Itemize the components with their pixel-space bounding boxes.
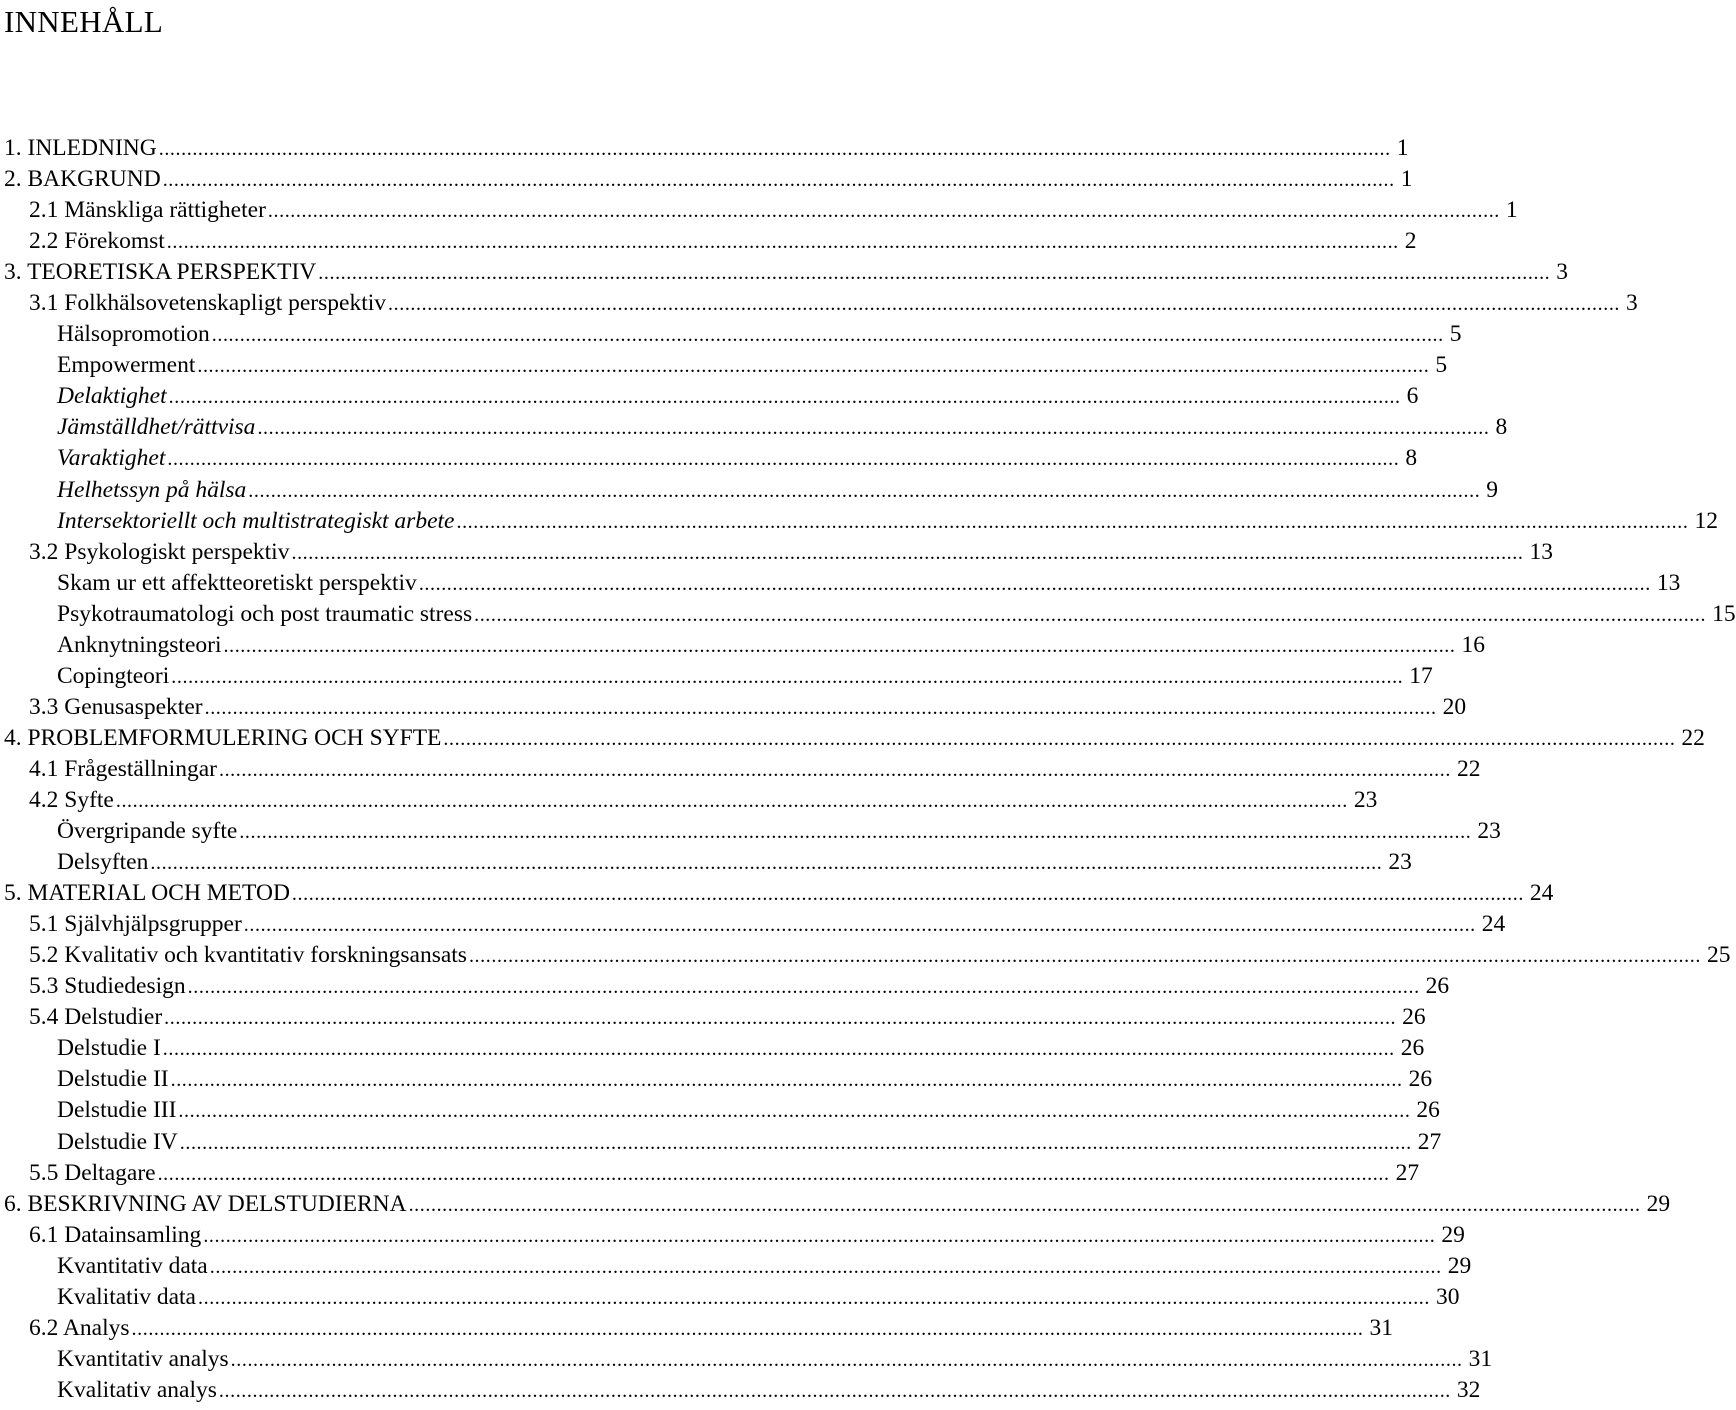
toc-entry[interactable] bbox=[29, 940, 1731, 972]
toc-page-number: 31 bbox=[1369, 1314, 1394, 1341]
toc-entry-label: Skam ur ett affektteoretiskt perspektiv bbox=[57, 569, 417, 596]
toc-entry[interactable] bbox=[29, 1002, 1426, 1034]
toc-page-number: 8 bbox=[1405, 445, 1418, 472]
dot-leader: ............................................................................................................................................................................................................................ bbox=[408, 1193, 1641, 1216]
toc-page-number: 26 bbox=[1400, 1035, 1425, 1062]
toc-entry[interactable] bbox=[29, 288, 1638, 320]
toc-page-number: 1 bbox=[1505, 197, 1518, 224]
toc-entry[interactable] bbox=[57, 381, 1419, 413]
toc-entry-label: 5.5 Deltagare bbox=[29, 1159, 156, 1186]
toc-page-number: 27 bbox=[1395, 1159, 1420, 1186]
toc-entry[interactable] bbox=[4, 133, 1409, 165]
toc-row bbox=[0, 226, 1417, 257]
toc-entry[interactable] bbox=[57, 1033, 1425, 1065]
toc-entry[interactable] bbox=[29, 226, 1417, 258]
toc-entry-label: Kvalitativ analys bbox=[57, 1376, 217, 1403]
dot-leader: ............................................................................................................................................................................................................................ bbox=[230, 1348, 1463, 1371]
dot-leader: ............................................................................................................................................................................................................................ bbox=[456, 510, 1689, 533]
toc-entry-label: Delstudie I bbox=[57, 1035, 161, 1062]
toc-entry[interactable] bbox=[29, 785, 1378, 817]
toc-page-number: 13 bbox=[1656, 569, 1681, 596]
toc-page-number: 22 bbox=[1456, 755, 1481, 782]
dot-leader: ............................................................................................................................................................................................................................ bbox=[157, 1162, 1390, 1185]
toc-entry[interactable] bbox=[57, 443, 1418, 475]
toc-row bbox=[0, 630, 1485, 661]
dot-leader: ............................................................................................................................................................................................................................ bbox=[443, 727, 1676, 750]
dot-leader: ............................................................................................................................................................................................................................ bbox=[204, 696, 1437, 719]
dot-leader: ............................................................................................................................................................................................................................ bbox=[223, 634, 1456, 657]
toc-page-number: 5 bbox=[1449, 321, 1462, 348]
toc-page-number: 24 bbox=[1529, 880, 1554, 907]
toc-entry-label: Kvalitativ data bbox=[57, 1283, 196, 1310]
toc-page-number: 1 bbox=[1400, 166, 1413, 193]
toc-row bbox=[0, 692, 1467, 723]
toc-row bbox=[0, 1002, 1426, 1033]
toc-entry-label: 5.3 Studiedesign bbox=[29, 973, 186, 1000]
toc-entry-label: 5. MATERIAL OCH METOD bbox=[4, 880, 290, 907]
dot-leader: ............................................................................................................................................................................................................................ bbox=[474, 603, 1707, 626]
toc-page-number: 32 bbox=[1456, 1376, 1481, 1403]
toc-entry[interactable] bbox=[57, 319, 1462, 351]
toc-entry-label: 5.1 Självhjälpsgrupper bbox=[29, 911, 242, 938]
toc-entry-label: Övergripande syfte bbox=[57, 818, 238, 845]
toc-entry-label: 5.4 Delstudier bbox=[29, 1004, 163, 1031]
toc-entry-label: Anknytningsteori bbox=[57, 631, 222, 658]
toc-page-number: 17 bbox=[1409, 662, 1433, 689]
toc-entry[interactable] bbox=[4, 257, 1569, 289]
toc-entry[interactable] bbox=[57, 661, 1433, 693]
toc-page-number: 26 bbox=[1416, 1097, 1440, 1124]
toc-page-number: 3 bbox=[1626, 290, 1638, 317]
toc-row bbox=[0, 785, 1378, 816]
toc-entry[interactable] bbox=[57, 1251, 1472, 1283]
dot-leader: ............................................................................................................................................................................................................................ bbox=[171, 665, 1404, 688]
toc-entry[interactable] bbox=[57, 506, 1718, 538]
toc-entry[interactable] bbox=[57, 630, 1485, 662]
dot-leader: ............................................................................................................................................................................................................................ bbox=[418, 572, 1651, 595]
toc-entry-label: 3.1 Folkhälsovetenskapligt perspektiv bbox=[29, 290, 387, 317]
toc-row bbox=[0, 847, 1412, 878]
toc-entry-label: 1. INLEDNING bbox=[4, 135, 157, 161]
toc-page-number: 29 bbox=[1447, 1252, 1472, 1279]
toc-entry[interactable] bbox=[4, 1189, 1671, 1221]
toc-entry[interactable] bbox=[57, 568, 1681, 600]
toc-entry-label: 3.2 Psykologiskt perspektiv bbox=[29, 538, 290, 565]
dot-leader: ............................................................................................................................................................................................................................ bbox=[167, 448, 1400, 471]
toc-entry[interactable] bbox=[4, 723, 1705, 755]
dot-leader: ............................................................................................................................................................................................................................ bbox=[203, 1224, 1436, 1247]
toc-entry-label: Kvantitativ data bbox=[57, 1252, 208, 1279]
dot-leader: ............................................................................................................................................................................................................................ bbox=[115, 789, 1348, 812]
toc-page-number: 31 bbox=[1468, 1345, 1493, 1372]
toc-entry-label: Varaktighet bbox=[57, 445, 166, 472]
toc-page-number: 5 bbox=[1435, 352, 1448, 379]
toc-page-number: 3 bbox=[1556, 259, 1569, 286]
toc-row bbox=[0, 661, 1433, 692]
toc-entry-label: Delaktighet bbox=[57, 383, 167, 410]
dot-leader: ............................................................................................................................................................................................................................ bbox=[318, 262, 1551, 285]
toc-row bbox=[0, 878, 1554, 909]
toc-row bbox=[0, 816, 1501, 847]
toc-page-number: 26 bbox=[1425, 973, 1450, 1000]
toc-list bbox=[0, 133, 1736, 1406]
dot-leader: ............................................................................................................................................................................................................................ bbox=[170, 1069, 1403, 1092]
toc-row bbox=[0, 537, 1553, 568]
dot-leader: ............................................................................................................................................................................................................................ bbox=[218, 1379, 1451, 1402]
toc-entry[interactable] bbox=[29, 971, 1450, 1003]
toc-row bbox=[0, 723, 1705, 754]
toc-page-number: 20 bbox=[1442, 693, 1467, 720]
toc-entry[interactable] bbox=[57, 475, 1499, 507]
toc-page-number: 26 bbox=[1408, 1066, 1433, 1093]
toc-entry-label: 5.2 Kvalitativ och kvantitativ forskningsansats bbox=[29, 942, 467, 969]
toc-page-number: 13 bbox=[1529, 538, 1553, 565]
toc-entry-label: Empowerment bbox=[57, 352, 196, 379]
toc-entry[interactable] bbox=[57, 412, 1508, 444]
toc-page-number: 27 bbox=[1417, 1128, 1442, 1155]
toc-row bbox=[0, 1251, 1472, 1282]
toc-row bbox=[0, 412, 1508, 443]
toc-row bbox=[0, 1064, 1433, 1095]
dot-leader: ............................................................................................................................................................................................................................ bbox=[197, 355, 1430, 378]
toc-row bbox=[0, 1282, 1460, 1313]
toc-entry-label: 6.2 Analys bbox=[29, 1314, 130, 1341]
toc-entry[interactable] bbox=[29, 195, 1518, 227]
toc-entry[interactable] bbox=[57, 1375, 1481, 1407]
toc-entry-label: 6.1 Datainsamling bbox=[29, 1221, 202, 1248]
toc-entry-label: Psykotraumatologi och post traumatic stress bbox=[57, 600, 473, 627]
toc-page-number: 26 bbox=[1402, 1004, 1426, 1031]
dot-leader: ............................................................................................................................................................................................................................ bbox=[198, 1286, 1430, 1309]
toc-entry[interactable] bbox=[57, 350, 1448, 382]
toc-page-number: 22 bbox=[1681, 724, 1705, 751]
toc-entry[interactable] bbox=[29, 754, 1481, 786]
toc-row bbox=[0, 1344, 1493, 1375]
toc-page-number: 24 bbox=[1481, 911, 1506, 938]
toc-page-number: 30 bbox=[1436, 1283, 1460, 1310]
dot-leader: ............................................................................................................................................................................................................................ bbox=[291, 883, 1524, 906]
toc-entry[interactable] bbox=[57, 816, 1501, 848]
toc-entry[interactable] bbox=[57, 1344, 1493, 1376]
toc-entry-label: Delstudie IV bbox=[57, 1128, 178, 1155]
toc-row bbox=[0, 971, 1450, 1002]
toc-page-number: 29 bbox=[1441, 1221, 1465, 1248]
toc-page-number: 29 bbox=[1646, 1190, 1671, 1217]
toc-entry-label: 4.2 Syfte bbox=[29, 786, 114, 813]
toc-row bbox=[0, 475, 1499, 506]
toc-entry[interactable] bbox=[4, 164, 1413, 196]
toc-title: INNEHÅLL bbox=[4, 4, 164, 39]
toc-entry-label: Delstudie II bbox=[57, 1066, 169, 1093]
dot-leader: ............................................................................................................................................................................................................................ bbox=[158, 138, 1391, 160]
toc-entry[interactable] bbox=[57, 599, 1736, 631]
toc-entry-label: 6. BESKRIVNING AV DELSTUDIERNA bbox=[4, 1190, 407, 1217]
dot-leader: ............................................................................................................................................................................................................................ bbox=[211, 324, 1444, 347]
toc-entry[interactable] bbox=[29, 909, 1506, 941]
toc-page-number: 1 bbox=[1396, 135, 1409, 161]
toc-entry[interactable] bbox=[29, 1220, 1465, 1252]
toc-entry-label: 3.3 Genusaspekter bbox=[29, 693, 203, 720]
toc-page-number: 9 bbox=[1486, 476, 1499, 503]
toc-page-number: 25 bbox=[1706, 942, 1731, 969]
toc-entry-label: Delstudie III bbox=[57, 1097, 177, 1124]
toc-row bbox=[0, 1127, 1442, 1158]
dot-leader: ............................................................................................................................................................................................................................ bbox=[166, 231, 1399, 254]
toc-page-number: 6 bbox=[1406, 383, 1419, 410]
dot-leader: ............................................................................................................................................................................................................................ bbox=[209, 1255, 1442, 1278]
toc-entry[interactable] bbox=[57, 1282, 1460, 1314]
toc-entry[interactable] bbox=[57, 847, 1412, 879]
toc-row bbox=[0, 909, 1506, 940]
toc-page-number: 2 bbox=[1404, 228, 1417, 255]
toc-page-number: 16 bbox=[1461, 631, 1485, 658]
toc-page-number: 23 bbox=[1353, 786, 1378, 813]
toc-row bbox=[0, 940, 1731, 971]
dot-leader: ............................................................................................................................................................................................................................ bbox=[178, 1100, 1411, 1123]
toc-row bbox=[0, 381, 1419, 412]
dot-leader: ............................................................................................................................................................................................................................ bbox=[168, 386, 1401, 409]
dot-leader: ............................................................................................................................................................................................................................ bbox=[267, 200, 1500, 223]
toc-row bbox=[0, 568, 1681, 599]
toc-entry[interactable] bbox=[4, 878, 1554, 910]
toc-row bbox=[0, 1158, 1420, 1189]
toc-entry-label: 2.1 Mänskliga rättigheter bbox=[29, 197, 266, 224]
toc-row bbox=[0, 1095, 1440, 1126]
toc-row bbox=[0, 1313, 1394, 1344]
toc-entry-label: 2. BAKGRUND bbox=[4, 166, 161, 193]
toc-entry[interactable] bbox=[57, 1064, 1433, 1096]
toc-entry-label: Intersektoriellt och multistrategiskt arbete bbox=[57, 507, 455, 534]
dot-leader: ............................................................................................................................................................................................................................ bbox=[162, 169, 1395, 192]
dot-leader: ............................................................................................................................................................................................................................ bbox=[162, 1038, 1395, 1061]
toc-page-number: 15 bbox=[1712, 600, 1736, 627]
toc-entry-label: Delsyften bbox=[57, 849, 149, 876]
toc-row bbox=[0, 443, 1418, 474]
dot-leader: ............................................................................................................................................................................................................................ bbox=[218, 758, 1451, 781]
dot-leader: ............................................................................................................................................................................................................................ bbox=[187, 976, 1420, 999]
dot-leader: ............................................................................................................................................................................................................................ bbox=[291, 541, 1524, 564]
dot-leader: ............................................................................................................................................................................................................................ bbox=[243, 914, 1476, 937]
toc-entry-label: 3. TEORETISKA PERSPEKTIV bbox=[4, 259, 317, 286]
toc-row bbox=[0, 506, 1718, 537]
toc-entry-label: 2.2 Förekomst bbox=[29, 228, 165, 255]
toc-row bbox=[0, 133, 1409, 164]
dot-leader: ............................................................................................................................................................................................................................ bbox=[131, 1317, 1364, 1340]
dot-leader: ............................................................................................................................................................................................................................ bbox=[468, 945, 1701, 968]
toc-row bbox=[0, 1189, 1671, 1220]
toc-row bbox=[0, 350, 1448, 381]
toc-row bbox=[0, 754, 1481, 785]
toc-entry-label: Jämställdhet/rättvisa bbox=[57, 414, 256, 441]
toc-entry-label: Helhetssyn på hälsa bbox=[57, 476, 247, 503]
dot-leader: ............................................................................................................................................................................................................................ bbox=[179, 1131, 1412, 1154]
toc-entry-label: Copingteori bbox=[57, 662, 170, 689]
toc-page-number: 23 bbox=[1477, 818, 1501, 845]
toc-row bbox=[0, 195, 1518, 226]
dot-leader: ............................................................................................................................................................................................................................ bbox=[388, 293, 1621, 316]
toc-entry[interactable] bbox=[29, 537, 1553, 569]
toc-row bbox=[0, 1220, 1465, 1251]
toc-entry[interactable] bbox=[57, 1095, 1440, 1127]
toc-entry-label: Kvantitativ analys bbox=[57, 1345, 229, 1372]
dot-leader: ............................................................................................................................................................................................................................ bbox=[150, 852, 1383, 875]
toc-entry-label: Hälsopromotion bbox=[57, 321, 210, 348]
toc-entry[interactable] bbox=[29, 692, 1467, 724]
toc-row bbox=[0, 1033, 1425, 1064]
toc-entry[interactable] bbox=[57, 1127, 1442, 1159]
toc-page-number: 8 bbox=[1495, 414, 1508, 441]
toc-row bbox=[0, 1375, 1481, 1406]
dot-leader: ............................................................................................................................................................................................................................ bbox=[248, 479, 1481, 502]
toc-entry-label: 4. PROBLEMFORMULERING OCH SYFTE bbox=[4, 724, 442, 751]
toc-row bbox=[0, 319, 1462, 350]
dot-leader: ............................................................................................................................................................................................................................ bbox=[257, 417, 1490, 440]
toc-entry-label: 4.1 Frågeställningar bbox=[29, 755, 217, 782]
toc-row bbox=[0, 599, 1736, 630]
dot-leader: ............................................................................................................................................................................................................................ bbox=[164, 1007, 1397, 1030]
dot-leader: ............................................................................................................................................................................................................................ bbox=[239, 821, 1472, 844]
toc-entry[interactable] bbox=[29, 1313, 1394, 1345]
toc-entry[interactable] bbox=[29, 1158, 1420, 1190]
toc-row bbox=[0, 164, 1413, 195]
toc-page-number: 23 bbox=[1388, 849, 1412, 876]
toc-row bbox=[0, 288, 1638, 319]
toc-page-number: 12 bbox=[1694, 507, 1718, 534]
toc-row bbox=[0, 257, 1569, 288]
